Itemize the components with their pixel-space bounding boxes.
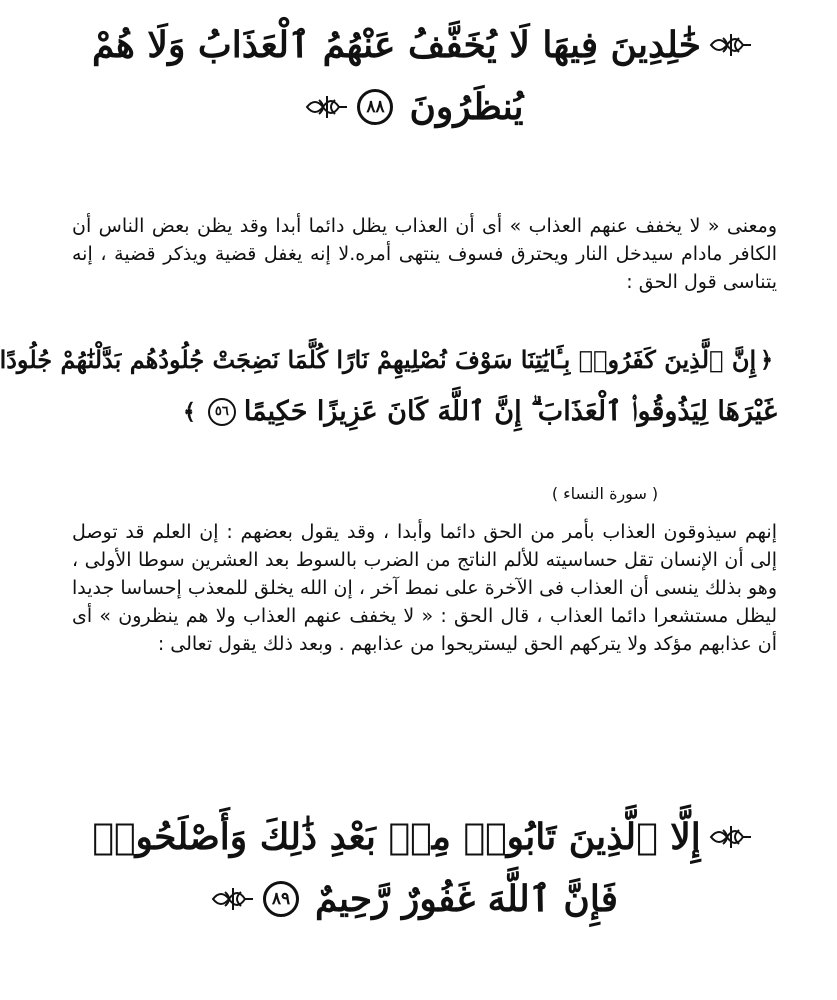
- verse-text: يُنظَرُونَ: [409, 86, 524, 128]
- paragraph-2: إنهم سيذوقون العذاب بأمر من الحق دائما وأبدا ، وقد يقول بعضهم : إن العلم قد توصل إلى أن الإنسان تقل حساسيته للألم الناتج من الضرب بالسوط بعد العشرين سوطا الأولى ، وهو بذلك ينسى أن العذاب فى الآخرة على نمط آخر ، إن الله يخلق للمعذب إحساسا جديدا ليظل مستشعرا دائما العذاب ، قال الحق : « لا يخفف عنهم العذاب ولا هم ينظرون » أى أن عذابهم مؤكد ولا يتركهم الحق ليستريحوا من عذابهم . وبعد ذلك يقول تعالى :: [72, 521, 777, 655]
- quoted-verse: [0, 334, 777, 438]
- verse-text: إِلَّا ٱلَّذِينَ تَابُوا۟ مِنۢ بَعْدِ ذَٰلِكَ وَأَصْلَحُوا۟: [92, 816, 701, 858]
- quoted-verse-line-1: [0, 334, 777, 386]
- verse-top-line-2: [60, 76, 777, 138]
- verse-bottom-line-2: [60, 868, 777, 930]
- ayah-number-badge: ٥٦: [208, 398, 236, 426]
- floral-ornament-icon: [211, 884, 255, 914]
- ayah-number-badge: ٨٨: [357, 89, 393, 125]
- floral-ornament-icon: [305, 92, 349, 122]
- quoted-verse-line-2: [72, 386, 777, 438]
- verse-text: غَيْرَهَا لِيَذُوقُوا۟ ٱلْعَذَابَ ۗ إِنَّ ٱللَّهَ كَانَ عَزِيزًا حَكِيمًا: [243, 396, 777, 427]
- paragraph-1: ومعنى « لا يخفف عنهم العذاب » أى أن العذاب يظل دائما أبدا وقد يظن بعض الناس أن الكافر مادام سيدخل النار ويحترق فسوف ينتهى أمره.لا إنه يغفل قضية ويذكر قضية ، إنه يتناسى قول الحق :: [72, 215, 777, 293]
- verse-text: فَإِنَّ ٱللَّهَ غَفُورٌ رَّحِيمٌ: [315, 878, 618, 920]
- source-citation: ( سورة النساء ): [551, 484, 659, 503]
- verse-text: إِنَّ ٱلَّذِينَ كَفَرُوا۟ بِـَٔايَٰتِنَا سَوْفَ نُصْلِيهِمْ نَارًا كُلَّمَا نَضِجَتْ جُلُودُهُم بَدَّلْنَٰهُمْ جُلُودًا: [0, 345, 757, 374]
- floral-ornament-icon: [709, 30, 753, 60]
- verse-bracket-open: ﴿: [760, 347, 773, 373]
- ayah-number-badge: ٨٩: [263, 881, 299, 917]
- verse-bottom-line-1: [60, 806, 777, 868]
- floral-ornament-icon: [709, 822, 753, 852]
- verse-top-line-1: [60, 14, 777, 76]
- verse-text: خَٰلِدِينَ فِيهَا لَا يُخَفَّفُ عَنْهُمُ ٱلْعَذَابُ وَلَا هُمْ: [91, 24, 702, 66]
- verse-bottom: [60, 806, 777, 930]
- verse-top: [60, 14, 777, 138]
- verse-bracket-close: ﴾: [182, 399, 196, 425]
